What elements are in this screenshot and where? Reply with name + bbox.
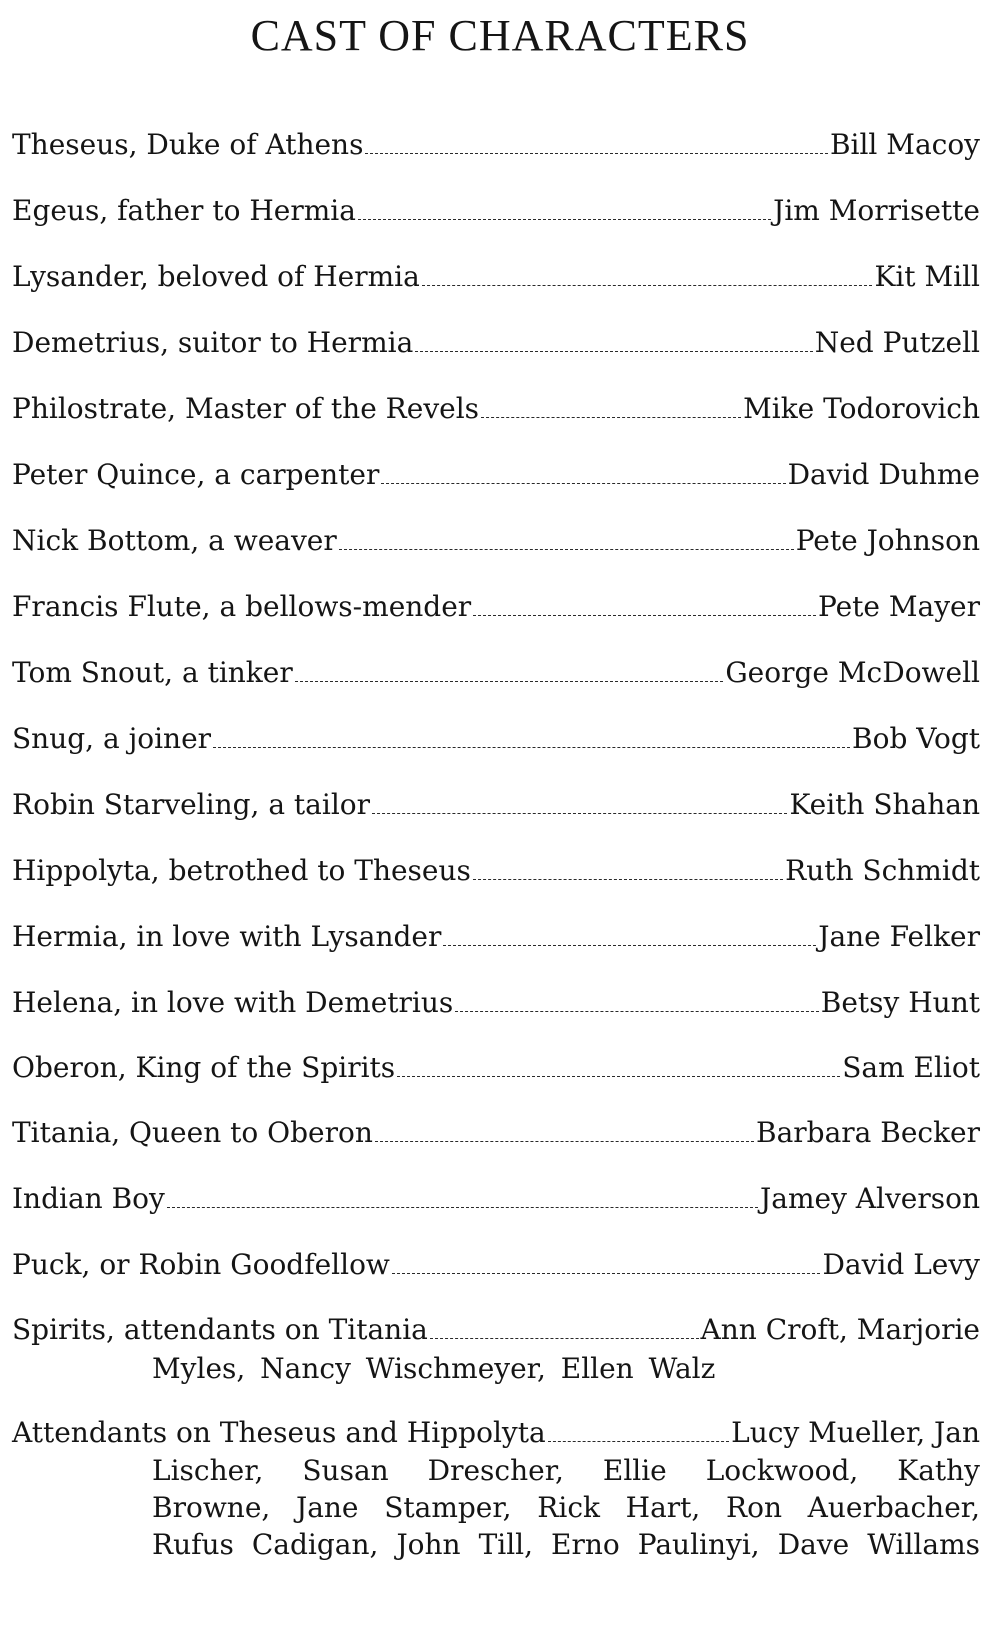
dot-leader bbox=[397, 1076, 840, 1077]
actor-name: Pete Mayer bbox=[817, 590, 980, 623]
character-name: Titania, Queen to Oberon bbox=[12, 1116, 373, 1149]
page-title: CAST OF CHARACTERS bbox=[250, 11, 750, 60]
character-name: Robin Starveling, a tailor bbox=[12, 788, 371, 821]
character-name: Puck, or Robin Goodfellow bbox=[12, 1248, 390, 1281]
cast-row bbox=[12, 656, 980, 690]
character-name: Lysander, beloved of Hermia bbox=[12, 260, 420, 293]
dot-leader bbox=[430, 1338, 699, 1339]
dot-leader bbox=[381, 483, 785, 484]
character-name: Attendants on Theseus and Hippolyta bbox=[12, 1416, 546, 1449]
actor-continuation-line: Browne, Jane Stamper, Rick Hart, Ron Auerbacher, bbox=[152, 1491, 980, 1524]
actor-name: Jane Felker bbox=[818, 920, 980, 953]
character-name: Oberon, King of the Spirits bbox=[12, 1051, 396, 1084]
actor-name: David Duhme bbox=[787, 458, 980, 491]
actor-continuation-line: Lischer, Susan Drescher, Ellie Lockwood, Kathy bbox=[152, 1454, 980, 1487]
dot-leader bbox=[372, 813, 787, 814]
actor-name: David Levy bbox=[822, 1248, 980, 1281]
dot-leader bbox=[339, 549, 794, 550]
cast-row bbox=[12, 590, 980, 624]
dot-leader bbox=[473, 615, 816, 616]
cast-row bbox=[12, 194, 980, 228]
character-name: Helena, in love with Demetrius bbox=[12, 986, 454, 1019]
dot-leader bbox=[443, 945, 816, 946]
cast-row bbox=[12, 1116, 980, 1150]
actor-continuation-line: Rufus Cadigan, John Till, Erno Paulinyi, Dave Willams bbox=[152, 1528, 980, 1561]
actor-name: Barbara Becker bbox=[756, 1116, 980, 1149]
dot-leader bbox=[481, 417, 741, 418]
character-name: Egeus, father to Hermia bbox=[12, 194, 356, 227]
cast-row bbox=[12, 854, 980, 888]
actor-name: Pete Johnson bbox=[795, 524, 980, 557]
cast-row bbox=[12, 1182, 980, 1216]
dot-leader bbox=[358, 219, 771, 220]
cast-row bbox=[12, 524, 980, 558]
cast-row bbox=[12, 392, 980, 426]
actor-name: Keith Shahan bbox=[789, 788, 980, 821]
actor-name: Ann Croft, Marjorie bbox=[700, 1313, 980, 1346]
dot-leader bbox=[548, 1441, 729, 1442]
cast-row bbox=[12, 1248, 980, 1282]
cast-row bbox=[12, 260, 980, 294]
dot-leader bbox=[295, 681, 724, 682]
actor-name: Sam Eliot bbox=[842, 1051, 980, 1084]
actor-name: Bill Macoy bbox=[829, 128, 980, 161]
dot-leader bbox=[213, 747, 850, 748]
actor-name: Betsy Hunt bbox=[820, 986, 980, 1019]
cast-row bbox=[12, 1416, 980, 1450]
character-name: Hippolyta, betrothed to Theseus bbox=[12, 854, 471, 887]
character-name: Theseus, Duke of Athens bbox=[12, 128, 364, 161]
dot-leader bbox=[422, 285, 873, 286]
cast-row bbox=[12, 1313, 980, 1347]
actor-name: Kit Mill bbox=[874, 260, 980, 293]
cast-row bbox=[12, 722, 980, 756]
dot-leader bbox=[415, 351, 812, 352]
dot-leader bbox=[455, 1011, 818, 1012]
dot-leader bbox=[375, 1141, 754, 1142]
actor-name: Lucy Mueller, Jan bbox=[731, 1416, 980, 1449]
actor-continuation-line: Myles, Nancy Wischmeyer, Ellen Walz bbox=[152, 1352, 716, 1385]
cast-row bbox=[12, 326, 980, 360]
dot-leader bbox=[167, 1207, 758, 1208]
character-name: Spirits, attendants on Titania bbox=[12, 1313, 428, 1346]
actor-name: Mike Todorovich bbox=[743, 392, 980, 425]
actor-name: Bob Vogt bbox=[852, 722, 980, 755]
cast-row bbox=[12, 1051, 980, 1085]
dot-leader bbox=[392, 1273, 821, 1274]
character-name: Demetrius, suitor to Hermia bbox=[12, 326, 414, 359]
dot-leader bbox=[473, 879, 783, 880]
character-name: Francis Flute, a bellows-mender bbox=[12, 590, 472, 623]
actor-name: Jamey Alverson bbox=[760, 1182, 980, 1215]
character-name: Philostrate, Master of the Revels bbox=[12, 392, 480, 425]
character-name: Snug, a joiner bbox=[12, 722, 212, 755]
character-name: Tom Snout, a tinker bbox=[12, 656, 293, 689]
actor-name: Jim Morrisette bbox=[773, 194, 980, 227]
character-name: Nick Bottom, a weaver bbox=[12, 524, 337, 557]
actor-name: Ned Putzell bbox=[814, 326, 980, 359]
actor-name: George McDowell bbox=[725, 656, 980, 689]
character-name: Peter Quince, a carpenter bbox=[12, 458, 380, 491]
cast-row bbox=[12, 128, 980, 162]
cast-row bbox=[12, 788, 980, 822]
cast-row bbox=[12, 986, 980, 1020]
cast-row bbox=[12, 458, 980, 492]
dot-leader bbox=[365, 153, 827, 154]
character-name: Hermia, in love with Lysander bbox=[12, 920, 442, 953]
character-name: Indian Boy bbox=[12, 1182, 165, 1215]
actor-name: Ruth Schmidt bbox=[785, 854, 980, 887]
cast-row bbox=[12, 920, 980, 954]
